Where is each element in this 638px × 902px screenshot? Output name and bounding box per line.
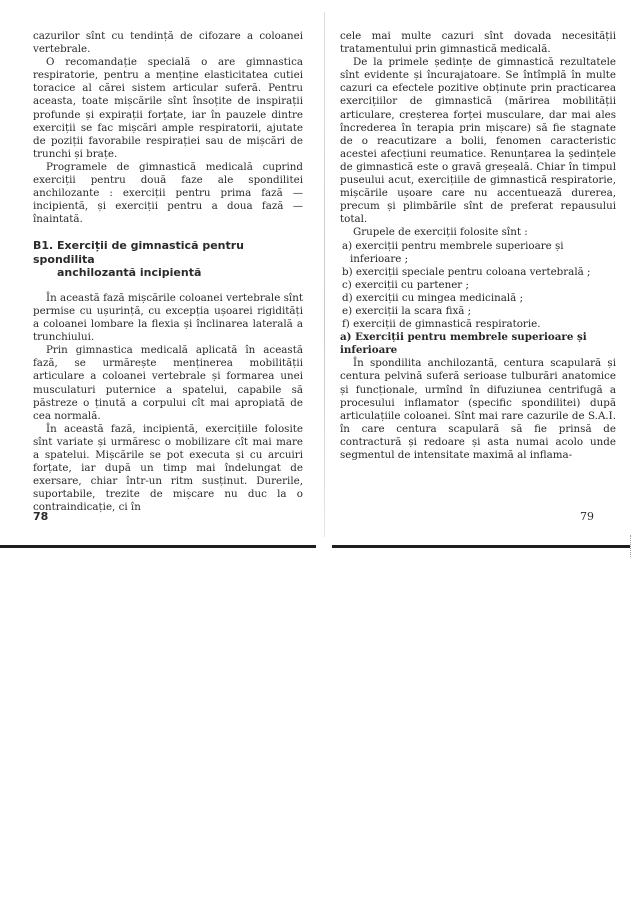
page-edge-mark <box>630 535 633 557</box>
subsection-heading <box>340 331 616 357</box>
right-paragraph-4: În spondilita anchilozantă, centura scapulară și centura pelvină suferă serioase tulburări anatomice și funcționale, urmînd în difuziunea centrifugă a procesului inflamator (specific spondilitei) după articulațiile coloanei. Sînt mai rare cazurile de S.A.I. în care centura scapulară să fie prinsă de contractură și redoare și asta numai acolo unde segmentul de intensitate maximă al inflama- <box>340 357 616 461</box>
left-bottom-rule <box>0 545 316 548</box>
left-page-number: 78 <box>33 510 49 523</box>
section-heading-line-1: B1. Exerciții de gimnastică pentru spondilita <box>33 239 245 266</box>
subsection-title: Exerciții pentru membrele superioare și inferioare <box>340 331 587 357</box>
subsection-label: a) <box>340 331 352 344</box>
exercise-group-list <box>340 240 616 332</box>
right-page-number: 79 <box>580 510 594 523</box>
left-paragraph-2: O recomandație specială o are gimnastica respiratorie, pentru a menține elasticitatea cutiei toracice al cărei sistem articular suferă. Pentru aceasta, toate mișcările sînt însoțite de inspirații profunde și expirații forțate, iar în pauzele dintre exerciții se fac mișcări ample respiratorii, ajutate de poziții favorabile respirației sau de mișcări de trunchi și brațe. <box>33 56 303 160</box>
list-item: c) exerciții cu partener ; <box>342 278 469 291</box>
page-gutter <box>324 12 325 537</box>
left-paragraph-5: Prin gimnastica medicală aplicată în această fază, se urmărește menținerea mobilității articulare a coloanei vertebrale și formarea unei musculaturi puternice a spatelui, capabile să păstreze o ținută a corpului cît mai apropiată de cea normală. <box>33 344 303 422</box>
list-item: e) exerciții la scara fixă ; <box>342 304 472 317</box>
list-item: b) exerciții speciale pentru coloana vertebrală ; <box>342 265 591 278</box>
right-paragraph-2: De la primele ședințe de gimnastică rezultatele sînt evidente și încurajatoare. Se întîmplă în multe cazuri ca efectele pozitive obținute prin practicarea exercițiilor de gimnastică (mărirea mobilității articulare, creșterea forței musculare, dar mai ales încrederea în terapia prin mișcare) să fie stagnate de o reacutizare a bolii, fenomen caracteristic acestei afecțiuni reumatice. Renunțarea la ședințele de gimnastică este o gravă greșeală. Chiar în timpul puseului acut, exercițiile de gimnastică respiratorie, mișcările ușoare care nu accentuează durerea, precum și plimbările sînt de preferat repausului total. <box>340 56 616 226</box>
right-paragraph-1: cele mai multe cazuri sînt dovada necesității tratamentului prin gimnastică medicală. <box>340 30 616 56</box>
left-paragraph-6: În această fază, incipientă, exercițiile folosite sînt variate și urmăresc o mobilizare cît mai mare a spatelui. Mișcările se pot executa și cu arcuiri forțate, iar după un timp mai îndelungat de exersare, chiar într-un ritm susținut. Durerile, suportabile, trezite de mișcare nu duc la o contraindicație, ci în <box>33 422 303 514</box>
list-item: d) exerciții cu mingea medicinală ; <box>342 291 524 304</box>
list-item: f) exerciții de gimnastică respiratorie. <box>342 318 541 331</box>
left-paragraph-1: cazurilor sînt cu tendință de cifozare a coloanei vertebrale. <box>33 30 303 56</box>
right-bottom-rule <box>332 545 630 548</box>
section-heading <box>33 239 303 280</box>
right-page <box>340 30 616 462</box>
list-item: a) exerciții pentru membrele superioare și inferioare ; <box>342 239 564 265</box>
section-heading-line-2: anchilozantă incipientă <box>57 266 202 280</box>
right-paragraph-3: Grupele de exerciții folosite sînt : <box>353 226 528 239</box>
left-page <box>33 30 303 515</box>
left-paragraph-4: În această fază mișcările coloanei vertebrale sînt permise cu ușurință, cu excepția ușoarei rigidități a coloanei lombare la flexia și înclinarea laterală a trunchiului. <box>33 291 303 344</box>
left-paragraph-3: Programele de gimnastică medicală cuprind exerciții pentru două faze ale spondilitei anchilozante : exerciții pentru prima fază — incipientă, și exerciții pentru a doua fază — înaintată. <box>33 160 303 226</box>
